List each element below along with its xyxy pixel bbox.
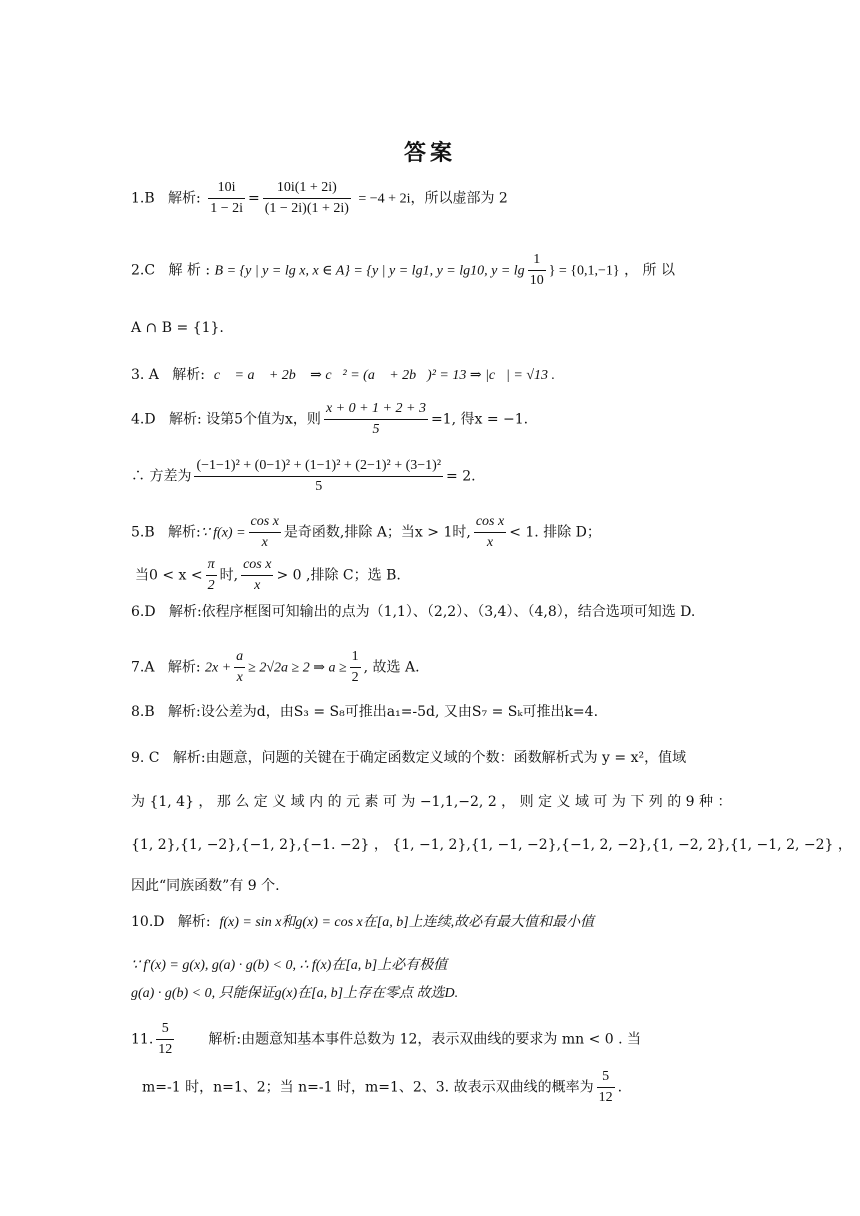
fraction: $\frac{5}{12}$ [158, 1021, 173, 1057]
answer-10 [131, 912, 731, 933]
answer-text: 当0 < x < [135, 567, 203, 584]
answer-6 [131, 602, 736, 622]
analysis-tag: 解析: [168, 411, 202, 428]
fraction: $\frac{x + 0 + 1 + 2 + 3}{5}$ [325, 401, 426, 437]
answer-text: 是奇函数,排除 A；当x > 1时, [283, 524, 471, 541]
set-result: } = {0,1,−1} [548, 263, 620, 279]
answer-8 [131, 702, 731, 722]
fraction: $\frac{\pi}{2}$ [207, 557, 215, 593]
answer-1: 1.B 解析: $\frac{10i}{1 - 2i}$ = $\frac{10i(1 + 2i)}{(1 - 2i)(1 + 2i)}$ = −4 + 2i，所以虚部为 2 [131, 178, 731, 219]
analysis-tag: 解析: [168, 524, 201, 541]
analysis-tag: 解析: [208, 1031, 242, 1048]
answer-text: . [617, 1079, 623, 1096]
fraction: $\frac{\text{cos x}}{x}$ [250, 514, 279, 550]
analysis-tag: 解析: [172, 367, 205, 383]
variance-result: = 2. [446, 468, 476, 485]
answer-10-line2: ∵ f′(x) = g(x), g(a) · g(b) < 0, ∴ f(x)在[a, b]上必有极值 [131, 958, 448, 973]
answer-label: 5.B [131, 524, 155, 541]
answer-label: 2.C [131, 262, 156, 279]
answer-9-line2: 为 {1, 4} ， 那 么 定 义 域 内 的 元 素 可 为 −1,1,−2, 2 ， 则 定 义 域 可 为 下 列 的 9 种 ： [131, 794, 732, 810]
fraction: $\frac{\text{cos x}}{x}$ [243, 557, 272, 593]
answer-label: 3. A [131, 367, 159, 383]
fraction: $\frac{1}{2}$ [351, 649, 359, 685]
answer-3 [131, 365, 731, 386]
set-expression: B = {y | y = lg x, x ∈ A} = {y | y = lg1, y = lg10, y = lg [214, 263, 525, 279]
analysis-tag: 解析: [177, 914, 211, 930]
fraction: $\frac{\text{(−1−1)² + (0−1)² + (1−1)² + (2−1)² + (3−1)²}}{5}$ [196, 458, 442, 494]
analysis-tag: 解析: [172, 750, 206, 766]
answer-text: ，所以虚部为 2 [410, 190, 508, 207]
answer-text: 由题意知基本事件总数为 12，表示双曲线的要求为 mn < 0 . 当 [241, 1031, 642, 1048]
answer-label: 9. C [131, 750, 160, 766]
answer-text: 由题意，问题的关键在于确定函数定义域的个数：函数解析式为 y = x²，值域 [205, 750, 687, 766]
answer-text: > 0 ,排除 C；选 B. [276, 567, 401, 584]
fraction: $\frac{1}{10}$ [529, 252, 544, 288]
page-title: 答案 [403, 141, 456, 166]
analysis-tag: 解析: [168, 190, 201, 207]
answer-text: f(x) = sin x和g(x) = cos x在[a, b]上连续,故必有最大值和最小值 [219, 915, 595, 930]
fraction: $\frac{10i(1 + 2i)}{(1 - 2i)(1 + 2i)}$ [264, 180, 349, 216]
vector-expression: c⃗ = a⃗ + 2b⃗ ⇒ c⃗² = (a⃗ + 2b⃗)² = 13 ⇒ |c⃗| = √13 . [213, 368, 556, 383]
answer-7 [131, 647, 731, 688]
answer-5 [131, 512, 731, 553]
variance-prefix: ∴ 方差为 [131, 468, 192, 485]
answer-text: ， 所 以 [624, 262, 675, 279]
answer-text: 依程序框图可知输出的点为（1,1）、（2,2）、（3,4）、（4,8），结合选项可知选 D. [201, 604, 696, 620]
answer-text: =1, 得x = −1. [430, 411, 529, 428]
analysis-tag: 解析: [168, 704, 201, 720]
answer-label: 1.B [131, 190, 155, 207]
answer-text: 时, [219, 567, 239, 584]
analysis-tag: 解 析 : [168, 262, 211, 279]
answer-4 [131, 399, 731, 440]
answer-text: 设公差为d，由S₃ = S₈可推出a₁=-5d, 又由S₇ = Sₖ可推出k=4. [200, 704, 599, 720]
answer-9 [131, 748, 731, 768]
answer-label: 11. [131, 1031, 154, 1048]
answer-10-line3: g(a) · g(b) < 0, 只能保证g(x)在[a, b]上存在零点 故选D. [131, 986, 459, 1001]
answer-9-line3: {1, 2},{1, −2},{−1, 2},{−1. −2} ， {1, −1, 2},{1, −1, −2},{−1, 2, −2},{1, −2, 2},{1, −1, 2, −2} ， [131, 837, 852, 853]
answer-label: 8.B [131, 704, 155, 720]
inequality: 2x + [205, 660, 232, 676]
analysis-tag: 解析: [167, 659, 201, 676]
answer-2-line2: A ∩ B = {1}. [131, 320, 224, 336]
answer-text: , 故选 A. [363, 659, 420, 676]
answer-4-variance [131, 456, 731, 497]
result: = −4 + 2i [358, 191, 411, 207]
answer-5-line2 [135, 555, 735, 596]
answer-text: < 1. 排除 D； [509, 524, 601, 541]
answer-text: 设第5个值为x，则 [206, 411, 321, 428]
answer-label: 7.A [131, 659, 155, 676]
fraction: $\frac{10i}{1 - 2i}$ [210, 180, 243, 216]
fraction: $\frac{\text{cos x}}{x}$ [475, 514, 505, 550]
answer-11 [131, 1019, 731, 1060]
answer-2 [131, 250, 731, 291]
answer-label: 4.D [131, 411, 156, 428]
answer-11-line2 [142, 1067, 742, 1108]
fraction: $\frac{5}{12}$ [598, 1069, 613, 1105]
analysis-tag: 解析: [168, 604, 202, 620]
answer-text: m=-1 时，n=1、2；当 n=-1 时，m=1、2、3. 故表示双曲线的概率为 [142, 1079, 594, 1096]
answer-label: 10.D [131, 914, 165, 930]
answer-9-line4: 因此“同族函数”有 9 个. [131, 878, 280, 894]
function-def: ∵ f(x) = [200, 525, 246, 541]
fraction: $\frac{a}{x}$ [236, 649, 244, 685]
answer-label: 6.D [131, 604, 156, 620]
inequality: ≥ 2√2a ≥ 2 ⇒ a ≥ [248, 660, 347, 676]
